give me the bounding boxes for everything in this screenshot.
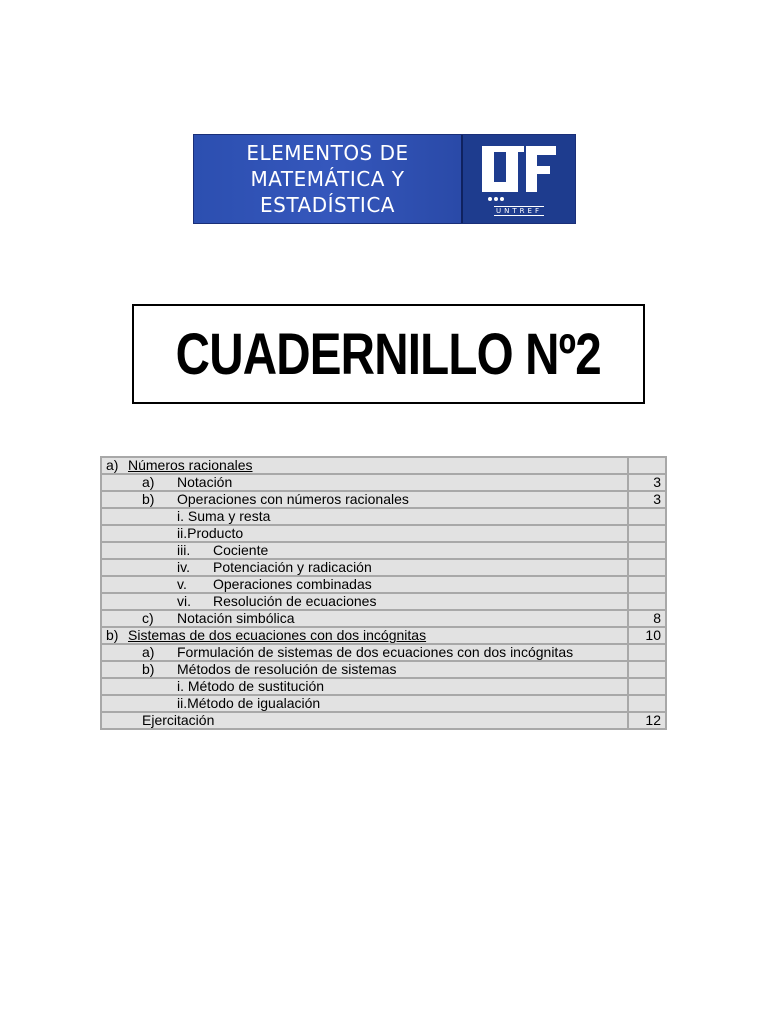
banner-line: ELEMENTOS DE: [246, 141, 409, 165]
toc-page-number: [628, 525, 666, 542]
banner-title: [194, 135, 461, 223]
toc-page-number: [628, 457, 666, 474]
table-of-contents: [100, 456, 667, 730]
toc-marker: iv.: [177, 559, 190, 575]
toc-marker: a): [142, 644, 155, 660]
toc-text: Notación: [177, 474, 233, 490]
toc-text: Notación simbólica: [177, 610, 295, 626]
toc-text: Sistemas de dos ecuaciones con dos incógnitas: [128, 627, 427, 643]
toc-page-number: 3: [628, 474, 666, 491]
toc-entry: [101, 576, 628, 593]
toc-page-number: 10: [628, 627, 666, 644]
toc-row: [101, 525, 666, 542]
toc-text: ii.Producto: [177, 525, 244, 541]
toc-entry: [101, 491, 628, 508]
toc-page-number: [628, 644, 666, 661]
toc-text: i. Suma y resta: [177, 508, 271, 524]
page-title: CUADERNILLO Nº2: [175, 321, 602, 387]
toc-row: [101, 661, 666, 678]
toc-entry: [101, 457, 628, 474]
toc-marker: v.: [177, 576, 187, 592]
banner-line: MATEMÁTICA Y: [250, 167, 405, 191]
toc-row: [101, 610, 666, 627]
toc-entry: [101, 508, 628, 525]
toc-text: i. Método de sustitución: [177, 678, 325, 694]
toc-row: [101, 576, 666, 593]
toc-row: [101, 593, 666, 610]
toc-text: Potenciación y radicación: [213, 559, 372, 575]
title-box: [132, 304, 645, 404]
toc-marker: a): [106, 457, 119, 473]
logo-text: UNTREF: [496, 207, 542, 215]
toc-text: Números racionales: [128, 457, 253, 473]
toc-text: Operaciones combinadas: [213, 576, 372, 592]
toc-text: ii.Método de igualación: [177, 695, 321, 711]
toc-page-number: 8: [628, 610, 666, 627]
toc-entry: [101, 644, 628, 661]
toc-marker: b): [142, 661, 155, 677]
toc-marker: b): [106, 627, 119, 643]
toc-text: Cociente: [213, 542, 269, 558]
toc-page-number: [628, 661, 666, 678]
toc-row: [101, 627, 666, 644]
toc-text: Resolución de ecuaciones: [213, 593, 377, 609]
toc-row: [101, 457, 666, 474]
toc-entry: [101, 559, 628, 576]
toc-entry: [101, 678, 628, 695]
toc-page-number: [628, 559, 666, 576]
toc-row: [101, 474, 666, 491]
toc-text: Operaciones con números racionales: [177, 491, 409, 507]
toc-row: [101, 678, 666, 695]
toc-row: [101, 559, 666, 576]
toc-row: [101, 542, 666, 559]
toc-text: Métodos de resolución de sistemas: [177, 661, 397, 677]
toc-text: Ejercitación: [142, 712, 215, 728]
toc-page-number: [628, 678, 666, 695]
toc-entry: [101, 610, 628, 627]
banner-line: ESTADÍSTICA: [260, 193, 395, 217]
toc-page-number: [628, 542, 666, 559]
toc-page-number: [628, 508, 666, 525]
toc-entry: [101, 542, 628, 559]
toc-marker: b): [142, 491, 155, 507]
untref-logo-icon: [476, 142, 562, 204]
toc-entry: [101, 712, 628, 729]
toc-row: [101, 508, 666, 525]
toc-row: [101, 644, 666, 661]
untref-logo: [461, 135, 575, 223]
toc-entry: [101, 525, 628, 542]
toc-marker: iii.: [177, 542, 191, 558]
toc-entry: [101, 695, 628, 712]
toc-page-number: [628, 593, 666, 610]
toc-entry: [101, 661, 628, 678]
toc-entry: [101, 627, 628, 644]
toc-row: [101, 712, 666, 729]
toc-text: Formulación de sistemas de dos ecuaciones con dos incógnitas: [177, 644, 574, 660]
toc-entry: [101, 474, 628, 491]
toc-row: [101, 695, 666, 712]
toc-page-number: 12: [628, 712, 666, 729]
toc-row: [101, 491, 666, 508]
toc-entry: [101, 593, 628, 610]
header-banner: [193, 134, 576, 224]
toc-marker: c): [142, 610, 154, 626]
toc-page-number: [628, 695, 666, 712]
toc-page-number: [628, 576, 666, 593]
toc-page-number: 3: [628, 491, 666, 508]
toc-marker: a): [142, 474, 155, 490]
toc-marker: vi.: [177, 593, 191, 609]
